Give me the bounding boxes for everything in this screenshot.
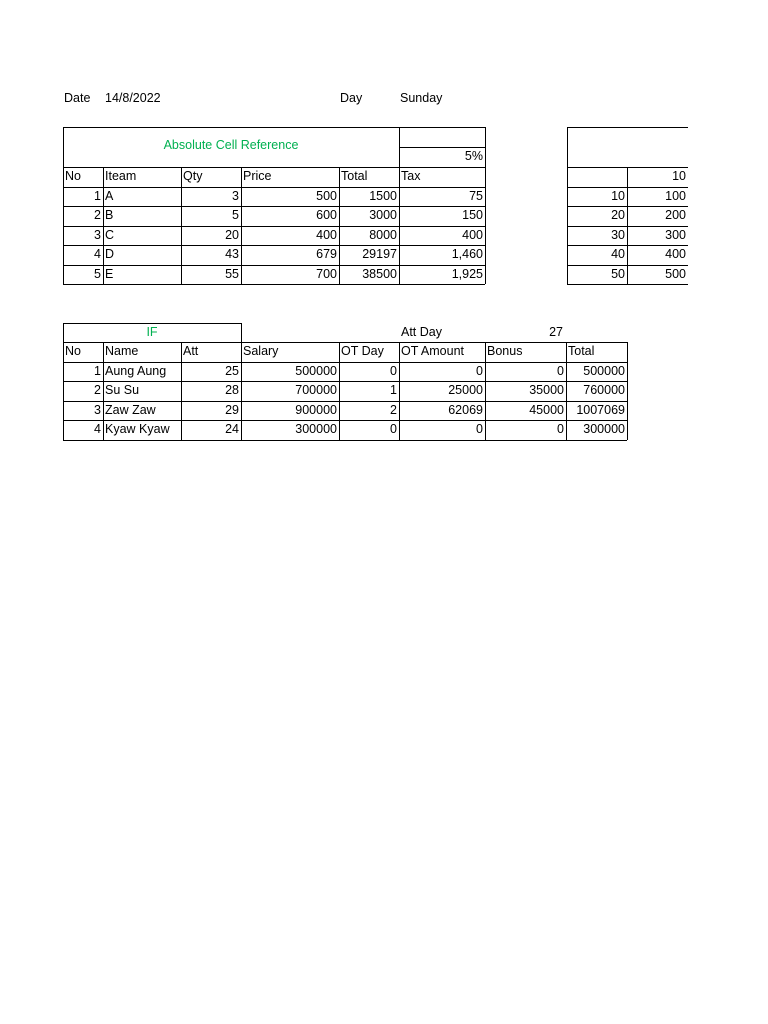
- abs-table-cell: 1,925: [451, 266, 483, 281]
- day-label: Day: [340, 91, 363, 105]
- abs-table-cell: 400: [462, 227, 483, 242]
- if-table-cell: 45000: [529, 402, 564, 417]
- if-table-cell: 2: [94, 383, 101, 397]
- abs-table-cell: B: [105, 208, 114, 222]
- abs-table-header: Price: [243, 169, 272, 183]
- side-table-cell: 400: [665, 247, 686, 261]
- if-table-header: Att: [183, 344, 199, 358]
- if-table-cell: 900000: [295, 402, 337, 417]
- if-table-cell: Kyaw Kyaw: [105, 422, 170, 436]
- if-table-cell: 29: [225, 402, 239, 417]
- if-table-cell: Zaw Zaw: [105, 402, 156, 417]
- abs-table-cell: 500: [316, 188, 337, 203]
- abs-table-cell: 5: [232, 208, 239, 222]
- abs-table-cell: 700: [316, 266, 337, 281]
- abs-table-cell: 1: [94, 188, 101, 203]
- abs-table-bottom-border: [63, 284, 485, 285]
- abs-table-cell: 1,460: [451, 247, 483, 261]
- if-table-cell: 0: [476, 422, 483, 436]
- if-table-cell: 24: [225, 422, 239, 436]
- if-table-cell: 2: [390, 402, 397, 417]
- if-table-title-right-border: [241, 323, 242, 342]
- if-table-cell: 25000: [448, 383, 483, 397]
- if-table-header: No: [65, 344, 81, 358]
- abs-table-cell: C: [105, 227, 115, 242]
- abs-table-cell: 3000: [369, 208, 397, 222]
- abs-table-cell: 600: [316, 208, 337, 222]
- if-table-cell: 1: [390, 383, 397, 397]
- abs-table-cell: 2: [94, 208, 101, 222]
- side-table-cell: 30: [611, 227, 625, 242]
- abs-table-header: No: [65, 169, 81, 183]
- side-table-bottom-border: [567, 284, 688, 285]
- abs-table-cell: 3: [94, 227, 101, 242]
- if-table-header: OT Day: [341, 344, 384, 358]
- day-value: Sunday: [400, 91, 443, 105]
- if-table-cell: Su Su: [105, 383, 140, 397]
- abs-table-header: Total: [341, 169, 368, 183]
- abs-table-cell: D: [105, 247, 115, 261]
- abs-table-cell: 29197: [362, 247, 397, 261]
- abs-table-cell: 20: [225, 227, 239, 242]
- if-table-header: OT Amount: [401, 344, 464, 358]
- if-table-header: Salary: [243, 344, 279, 358]
- abs-table-cell: 400: [316, 227, 337, 242]
- abs-table-cell: 679: [316, 247, 337, 261]
- if-table-cell: 28: [225, 383, 239, 397]
- abs-table-cell: E: [105, 266, 114, 281]
- side-table-cell: 100: [665, 188, 686, 203]
- if-table-cell: 300000: [295, 422, 337, 436]
- if-table-header: Name: [105, 344, 139, 358]
- abs-table-cell: 55: [225, 266, 239, 281]
- side-table-cell: 20: [611, 208, 625, 222]
- side-table-cell: 40: [611, 247, 625, 261]
- if-table-cell: 1007069: [576, 402, 625, 417]
- abs-table-header: Tax: [401, 169, 421, 183]
- if-table-cell: 0: [390, 363, 397, 378]
- if-table-cell: Aung Aung: [105, 363, 167, 378]
- abs-table-cell: 38500: [362, 266, 397, 281]
- abs-table-cell: 150: [462, 208, 483, 222]
- if-table-title-top-border: [63, 323, 241, 324]
- abs-table-right-border: [485, 127, 486, 284]
- if-table-cell: 500000: [295, 363, 337, 378]
- abs-table-header: Qty: [183, 169, 203, 183]
- side-table-cell: 300: [665, 227, 686, 242]
- if-table-title: IF: [146, 325, 158, 339]
- if-table-cell: 700000: [295, 383, 337, 397]
- date-label: Date: [64, 91, 91, 105]
- if-table-cell: 62069: [448, 402, 483, 417]
- side-table-cell: 500: [665, 266, 686, 281]
- tax-rate-cell: 5%: [464, 149, 483, 163]
- if-table-cell: 1: [94, 363, 101, 378]
- side-table-cell: 10: [611, 188, 625, 203]
- if-table-cell: 35000: [529, 383, 564, 397]
- att-day-label: Att Day: [401, 325, 442, 339]
- if-table-cell: 0: [557, 363, 564, 378]
- side-table-header: 10: [672, 169, 686, 183]
- abs-table-cell: 43: [225, 247, 239, 261]
- side-table-cell: 200: [665, 208, 686, 222]
- if-table-cell: 760000: [583, 383, 625, 397]
- if-table-cell: 4: [94, 422, 101, 436]
- if-table-cell: 0: [476, 363, 483, 378]
- if-table-header: Total: [568, 344, 595, 358]
- abs-table-cell: 5: [94, 266, 101, 281]
- abs-table-cell: A: [105, 188, 114, 203]
- if-table-cell: 300000: [583, 422, 625, 436]
- if-table-cell: 3: [94, 402, 101, 417]
- tax-rate-top-border: [399, 147, 485, 148]
- abs-table-title: Absolute Cell Reference: [163, 138, 299, 152]
- abs-table-cell: 75: [469, 188, 483, 203]
- abs-table-cell: 3: [232, 188, 239, 203]
- date-value: 14/8/2022: [105, 91, 161, 105]
- if-table-cell: 0: [557, 422, 564, 436]
- abs-table-cell: 1500: [369, 188, 397, 203]
- abs-table-header: Iteam: [105, 169, 137, 183]
- if-table-cell: 25: [225, 363, 239, 378]
- abs-table-cell: 4: [94, 247, 101, 261]
- if-table-cell: 500000: [583, 363, 625, 378]
- if-table-bottom-border: [63, 440, 627, 441]
- if-table-header: Bonus: [487, 344, 523, 358]
- abs-table-title-divider: [399, 127, 400, 167]
- if-table-cell: 0: [390, 422, 397, 436]
- side-table-top-border: [567, 127, 688, 128]
- abs-table-cell: 8000: [369, 227, 397, 242]
- side-table-cell: 50: [611, 266, 625, 281]
- if-table-col-line: [627, 342, 628, 440]
- abs-table-top-border: [63, 127, 485, 128]
- att-day-value: 27: [549, 325, 563, 339]
